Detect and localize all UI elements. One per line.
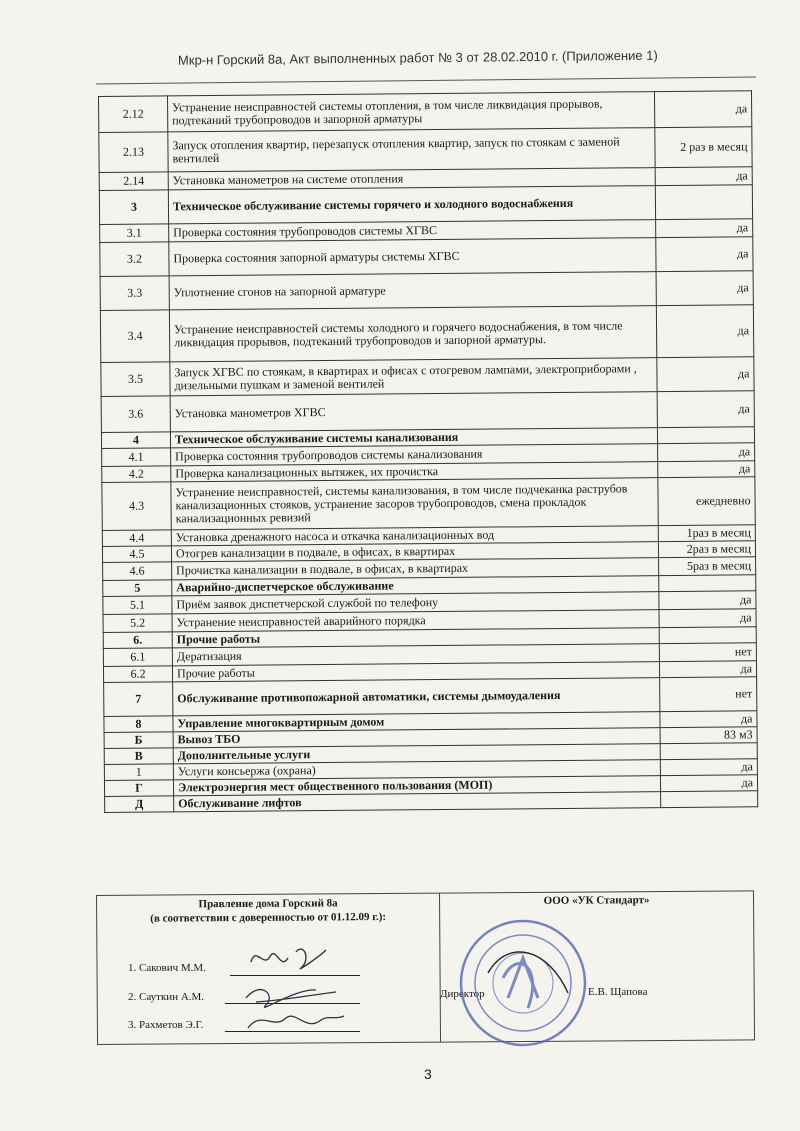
table-row bbox=[99, 127, 752, 173]
table-row bbox=[101, 357, 754, 397]
row-value: да bbox=[657, 391, 754, 428]
row-value: да bbox=[657, 357, 754, 392]
row-value: да bbox=[658, 461, 755, 478]
row-number: 4.5 bbox=[102, 546, 171, 563]
row-description: Устранение неисправностей, системы канализования, в том числе подчеканка раструбов канализационных стояков, устранение засоров трубопроводов, смена прокладок канализационных ревизий bbox=[171, 478, 658, 530]
row-number: 3.1 bbox=[100, 224, 169, 243]
row-value: да bbox=[656, 237, 753, 272]
row-number: 6. bbox=[103, 632, 172, 649]
row-number: 3.6 bbox=[101, 396, 170, 433]
signer-2: 2. Сауткин А.М. bbox=[128, 991, 205, 1003]
works-table bbox=[98, 90, 758, 813]
row-value: 83 м3 bbox=[660, 727, 757, 744]
row-description: Устранение неисправностей аварийного порядка bbox=[172, 610, 659, 632]
row-description: Проверка состояния трубопроводов системы ХГВС bbox=[169, 220, 656, 242]
table-row bbox=[102, 477, 755, 531]
row-number: 4.1 bbox=[102, 448, 171, 467]
handwritten-signatures bbox=[226, 940, 366, 1040]
director-name: Е.В. Щапова bbox=[588, 986, 648, 998]
row-number: 2.14 bbox=[99, 172, 168, 191]
row-number: Г bbox=[104, 780, 173, 797]
row-value: да bbox=[659, 591, 756, 610]
row-value: да bbox=[660, 759, 757, 776]
row-description: Прочие работы bbox=[172, 662, 659, 682]
row-value: нет bbox=[660, 677, 757, 712]
row-value: да bbox=[656, 305, 753, 358]
table-row bbox=[99, 185, 752, 225]
table-row bbox=[100, 305, 753, 363]
row-description: Уплотнение сгонов на запорной арматуре bbox=[169, 272, 656, 310]
row-description: Установка манометров на системе отопления bbox=[168, 168, 655, 190]
row-description: Электроэнергия мест общественного пользования (МОП) bbox=[173, 776, 660, 796]
row-value bbox=[661, 791, 758, 808]
row-number: 4.3 bbox=[102, 482, 171, 531]
row-description: Прочистка канализации в подвале, в офисах, в квартирах bbox=[172, 558, 659, 580]
table-row bbox=[99, 91, 752, 133]
row-description: Установка дренажного насоса и откачка канализационных вод bbox=[171, 526, 658, 546]
row-value: да bbox=[660, 775, 757, 792]
row-number: 4 bbox=[101, 432, 170, 449]
row-number: 4.4 bbox=[102, 530, 171, 547]
row-description: Запуск ХГВС по стоякам, в квартирах и офисах с отогревом лампами, электроприборами , дизельными пушкам и заменой вентилей bbox=[170, 358, 657, 396]
row-description: Вывоз ТБО bbox=[173, 728, 660, 748]
row-value bbox=[659, 627, 756, 644]
row-number: 3.4 bbox=[100, 310, 169, 363]
table-row bbox=[101, 391, 754, 433]
signer-3: 3. Рахметов Э.Г. bbox=[128, 1019, 204, 1031]
director-label: Директор bbox=[440, 988, 485, 1000]
row-value: да bbox=[655, 167, 752, 186]
board-title: Правление дома Горский 8а bbox=[198, 897, 338, 911]
row-number: Б bbox=[104, 732, 173, 749]
row-description: Установка манометров ХГВС bbox=[170, 392, 657, 432]
table-row bbox=[100, 237, 753, 277]
row-description: Дополнительные услуги bbox=[173, 744, 660, 764]
row-value bbox=[655, 185, 752, 220]
row-description: Прочие работы bbox=[172, 628, 659, 648]
page-number: 3 bbox=[424, 1066, 432, 1082]
row-description: Обслуживание лифтов bbox=[174, 792, 661, 812]
row-number: 2.12 bbox=[99, 96, 168, 133]
signer-1: 1. Сакович М.М. bbox=[128, 962, 206, 974]
row-number: 5 bbox=[103, 580, 172, 597]
row-description: Проверка состояния трубопроводов системы канализования bbox=[171, 444, 658, 466]
row-number: 5.2 bbox=[103, 614, 172, 633]
row-number: 2.13 bbox=[99, 132, 168, 173]
table-row bbox=[104, 677, 757, 717]
row-description: Управление многоквартирным домом bbox=[173, 712, 660, 732]
row-number: 3.2 bbox=[100, 242, 169, 277]
row-number: 6.2 bbox=[103, 666, 172, 683]
row-description: Услуги консьержа (охрана) bbox=[173, 760, 660, 780]
row-description: Техническое обслуживание системы канализования bbox=[170, 428, 657, 448]
row-number: В bbox=[104, 748, 173, 765]
row-value bbox=[659, 575, 756, 592]
row-number: 3.5 bbox=[101, 362, 170, 397]
company-title: ООО «УК Стандарт» bbox=[543, 894, 650, 907]
table-row bbox=[100, 271, 753, 311]
row-number: 5.1 bbox=[103, 596, 172, 615]
row-description: Проверка канализационных вытяжек, их прочистка bbox=[171, 462, 658, 482]
row-description: Запуск отопления квартир, перезапуск отопления квартир, запуск по стоякам с заменой вентилей bbox=[168, 128, 655, 172]
row-value: да bbox=[656, 219, 753, 238]
company-stamp bbox=[448, 918, 598, 1048]
row-value bbox=[657, 427, 754, 444]
row-value: 1раз в месяц bbox=[658, 525, 755, 542]
row-number: 1 bbox=[104, 764, 173, 781]
row-description: Дератизация bbox=[172, 644, 659, 666]
row-value bbox=[660, 743, 757, 760]
row-value: 2 раз в месяц bbox=[655, 127, 752, 168]
row-description: Устранение неисправностей системы отопления, в том числе ликвидация прорывов, подтеканий трубопроводов и запорной арматуры bbox=[168, 92, 655, 132]
row-value: да bbox=[654, 91, 751, 128]
row-number: 4.2 bbox=[102, 466, 171, 483]
row-value: ежедневно bbox=[658, 477, 755, 526]
header-rule bbox=[96, 77, 756, 85]
board-subtitle: (в соответствии с доверенностью от 01.12.09 г.): bbox=[150, 910, 387, 925]
row-number: 3.3 bbox=[100, 276, 169, 311]
row-description: Проверка состояния запорной арматуры системы ХГВС bbox=[169, 238, 656, 276]
row-description: Обслуживание противопожарной автоматики, системы дымоудаления bbox=[173, 678, 660, 716]
row-number: 3 bbox=[99, 190, 168, 225]
row-description: Аварийно-диспетчерское обслуживание bbox=[172, 576, 659, 596]
row-number: 7 bbox=[104, 682, 173, 717]
row-number: 8 bbox=[104, 716, 173, 733]
row-description: Приём заявок диспетчерской службой по телефону bbox=[172, 592, 659, 614]
row-description: Техническое обслуживание системы горячего и холодного водоснабжения bbox=[168, 186, 655, 224]
row-value: 5раз в месяц bbox=[659, 557, 756, 576]
row-value: нет bbox=[659, 643, 756, 662]
row-value: да bbox=[659, 661, 756, 678]
row-description: Отогрев канализации в подвале, в офисах, в квартирах bbox=[171, 542, 658, 562]
row-value: да bbox=[656, 271, 753, 306]
row-number: Д bbox=[105, 796, 174, 813]
row-value: да bbox=[660, 711, 757, 728]
document-header: Мкр-н Горский 8а, Акт выполненных работ № 3 от 28.02.2010 г. (Приложение 1) bbox=[177, 47, 658, 68]
row-value: 2раз в месяц bbox=[658, 541, 755, 558]
row-number: 4.6 bbox=[103, 562, 172, 581]
row-description: Устранение неисправностей системы холодного и горячего водоснабжения, в том числе ликвидация прорывов, подтеканий трубопроводов и запорной арматуры. bbox=[169, 306, 656, 362]
row-value: да bbox=[659, 609, 756, 628]
row-value: да bbox=[658, 443, 755, 462]
row-number: 6.1 bbox=[103, 648, 172, 667]
